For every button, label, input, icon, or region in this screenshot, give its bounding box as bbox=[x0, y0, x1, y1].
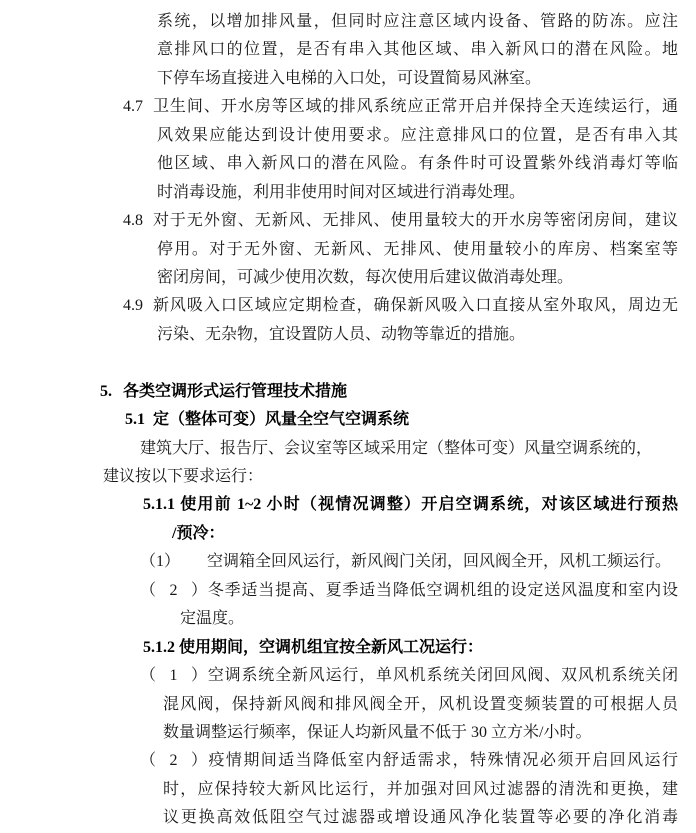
paragraph-line: 建议按以下要求运行： bbox=[103, 468, 264, 485]
paragraph-line: 数量调整运行频率，保证人均新风量不低于 30 立方米/小时。 bbox=[163, 723, 592, 741]
paragraph-line: 系统，以增加排风量，但同时应注意区域内设备、管路的防冻。应注 bbox=[157, 13, 678, 30]
paragraph-line: 时，应保持较大新风比运行，并加强对回风过滤器的清洗和更换，建 bbox=[163, 780, 678, 798]
list-item-line bbox=[140, 747, 678, 775]
numbered-item-line bbox=[123, 207, 678, 235]
list-item-line bbox=[140, 577, 678, 605]
section-heading-5-1-2 bbox=[143, 634, 696, 662]
paragraph-line: 时消毒设施，利用非使用时间对区域进行消毒处理。 bbox=[157, 183, 526, 201]
section-heading-5-1 bbox=[125, 406, 696, 434]
item-text: 新风吸入口区域应定期检查，确保新风吸入口直接从室外取风，周边无 bbox=[152, 297, 678, 315]
item-text: 对于无外窗、无新风、无排风、使用量较大的开水房等密闭房间，建议 bbox=[152, 212, 678, 230]
heading-number: 5.1 bbox=[125, 411, 145, 429]
numbered-item-line bbox=[123, 93, 678, 121]
section-heading-5 bbox=[100, 378, 696, 406]
paragraph-line: 他区域、串入新风口的潜在风险。有条件时可设置紫外线消毒灯等临 bbox=[157, 155, 678, 173]
heading-text: 定（整体可变）风量全空气空调系统 bbox=[153, 411, 410, 429]
item-number: 4.9 bbox=[123, 297, 143, 315]
list-item-text: 空调箱全回风运行，新风阀门关闭，回风阀全开，风机工频运行。 bbox=[207, 553, 672, 571]
section-heading-5-1-1-cont: /预冷： bbox=[172, 524, 225, 542]
list-item-number: （1） bbox=[140, 553, 181, 571]
paragraph-line: 意排风口的位置，是否有串入其他区域、串入新风口的潜在风险。地 bbox=[157, 41, 678, 59]
list-item-number: （2） bbox=[140, 581, 207, 599]
list-item-text: 空调系统全新风运行，单风机系统关闭回风阀、双风机系统关闭 bbox=[207, 667, 678, 685]
blank-line bbox=[0, 349, 696, 377]
paragraph-line: 下停车场直接进入电梯的入口处，可设置简易风淋室。 bbox=[157, 69, 542, 87]
paragraph-line: 停用。对于无外窗、无新风、无排风、使用量较小的库房、档案室等 bbox=[157, 240, 678, 258]
paragraph-line: 风效果应能达到设计使用要求。应注意排风口的位置，是否有串入其 bbox=[157, 126, 678, 144]
list-item-number: （2） bbox=[140, 752, 207, 770]
heading-number: 5. bbox=[100, 382, 112, 400]
list-item-line bbox=[140, 548, 678, 576]
section-heading-5-1-1 bbox=[143, 491, 678, 519]
paragraph-line: 建筑大厅、报告厅、会议室等区域采用定（整体可变）风量空调系统的， bbox=[140, 439, 653, 457]
paragraph-line: 密闭房间，可减少使用次数，每次使用后建议做消毒处理。 bbox=[157, 268, 574, 286]
paragraph-line: 定温度。 bbox=[180, 610, 245, 628]
list-item-text: 冬季适当提高、夏季适当降低空调机组的设定送风温度和室内设 bbox=[207, 581, 678, 599]
heading-text: 使用期间，空调机组宜按全新风工况运行： bbox=[179, 638, 484, 656]
list-item-text: 疫情期间适当降低室内舒适需求，特殊情况必须开启回风运行 bbox=[207, 752, 678, 770]
item-number: 4.7 bbox=[123, 98, 143, 116]
paragraph-line: 污染、无杂物，宜设置防人员、动物等靠近的措施。 bbox=[157, 325, 526, 343]
paragraph-line: 混风阀，保持新风阀和排风阀全开，风机设置变频装置的可根据人员 bbox=[163, 695, 678, 713]
heading-number: 5.1.2 bbox=[143, 638, 175, 656]
list-item-line bbox=[140, 662, 678, 690]
item-number: 4.8 bbox=[123, 212, 143, 230]
list-item-number: （1） bbox=[140, 667, 207, 685]
item-text: 卫生间、开水房等区域的排风系统应正常开启并保持全天连续运行，通 bbox=[152, 98, 678, 116]
numbered-item-line bbox=[123, 292, 678, 320]
heading-text: 使用前 1~2 小时（视情况调整）开启空调系统，对该区域进行预热 bbox=[179, 496, 678, 514]
paragraph-line: 议更换高效低阻空气过滤器或增设通风净化装置等必要的净化消毒 bbox=[163, 809, 678, 827]
heading-number: 5.1.1 bbox=[143, 496, 175, 514]
heading-text: 各类空调形式运行管理技术措施 bbox=[123, 382, 348, 400]
